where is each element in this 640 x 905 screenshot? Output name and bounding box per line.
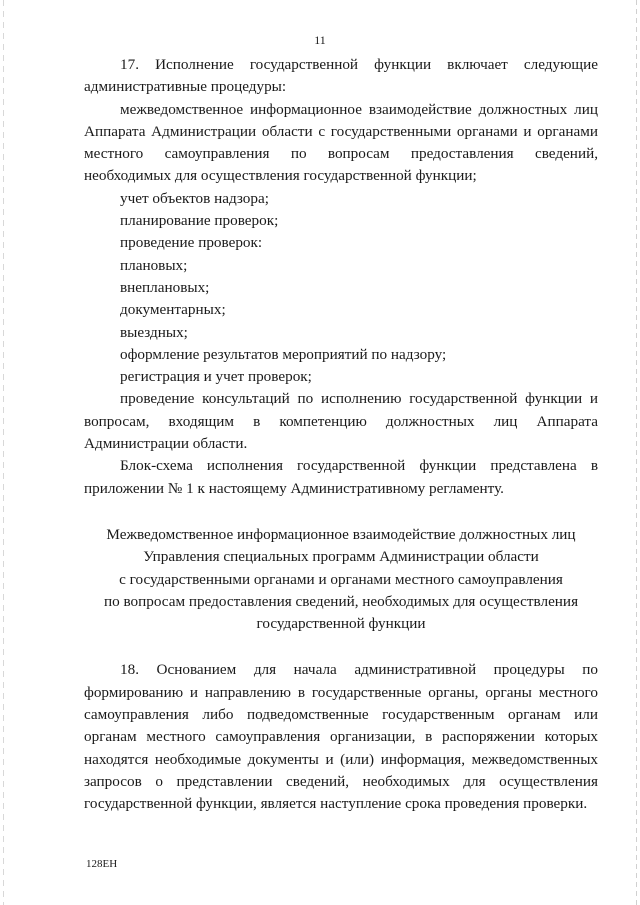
list-item: плановых; bbox=[120, 256, 188, 274]
list-item: проведение проверок: bbox=[120, 234, 263, 252]
list-item: регистрация и учет проверок; bbox=[120, 368, 312, 386]
list-item: выездных; bbox=[120, 323, 188, 341]
list-item-interaction: межведомственное информационное взаимодействие должностных лиц Аппарата Администрации области с государственными органами и органами местного самоуправления по вопросам предоставления сведений, необходимых для осуществления государственной функции; bbox=[84, 100, 598, 185]
page-number: 11 bbox=[314, 33, 326, 47]
scan-edge-left bbox=[3, 0, 4, 905]
heading-line: Межведомственное информационное взаимодействие должностных лиц bbox=[106, 525, 576, 543]
scan-edge-right bbox=[636, 0, 637, 905]
list-item: учет объектов надзора; bbox=[120, 189, 269, 207]
paragraph-block-diagram: Блок-схема исполнения государственной функции представлена в приложении № 1 к настоящему Административному регламенту. bbox=[84, 457, 598, 497]
paragraph-18: 18. Основанием для начала административной процедуры по формированию и направлению в государственные органы, органы местного самоуправления либо подведомственные государственным органам или органам местного самоуправления организации, в распоряжении которых находятся необходимые документы и (или) информация, межведомственных запросов о представлении сведений, необходимых для осуществления государственной функции, является наступление срока проведения проверки. bbox=[84, 661, 598, 813]
list-item: планирование проверок; bbox=[120, 212, 279, 230]
list-item: внеплановых; bbox=[120, 278, 210, 296]
list-item: документарных; bbox=[120, 301, 226, 319]
paragraph-17-intro: 17. Исполнение государственной функции включает следующие административные процедуры: bbox=[84, 56, 598, 96]
heading-line: государственной функции bbox=[256, 615, 426, 633]
heading-line: с государственными органами и органами местного самоуправления bbox=[119, 570, 563, 588]
document-code: 128ЕН bbox=[86, 858, 118, 870]
section-heading bbox=[84, 524, 598, 635]
heading-line: Управления специальных программ Администрации области bbox=[143, 548, 539, 566]
document-body bbox=[84, 54, 598, 816]
heading-line: по вопросам предоставления сведений, необходимых для осуществления bbox=[103, 592, 579, 610]
list-item-consultations: проведение консультаций по исполнению государственной функции и вопросам, входящим в компетенцию должностных лиц Аппарата Администрации области. bbox=[84, 390, 598, 453]
list-item: оформление результатов мероприятий по надзору; bbox=[120, 345, 447, 363]
